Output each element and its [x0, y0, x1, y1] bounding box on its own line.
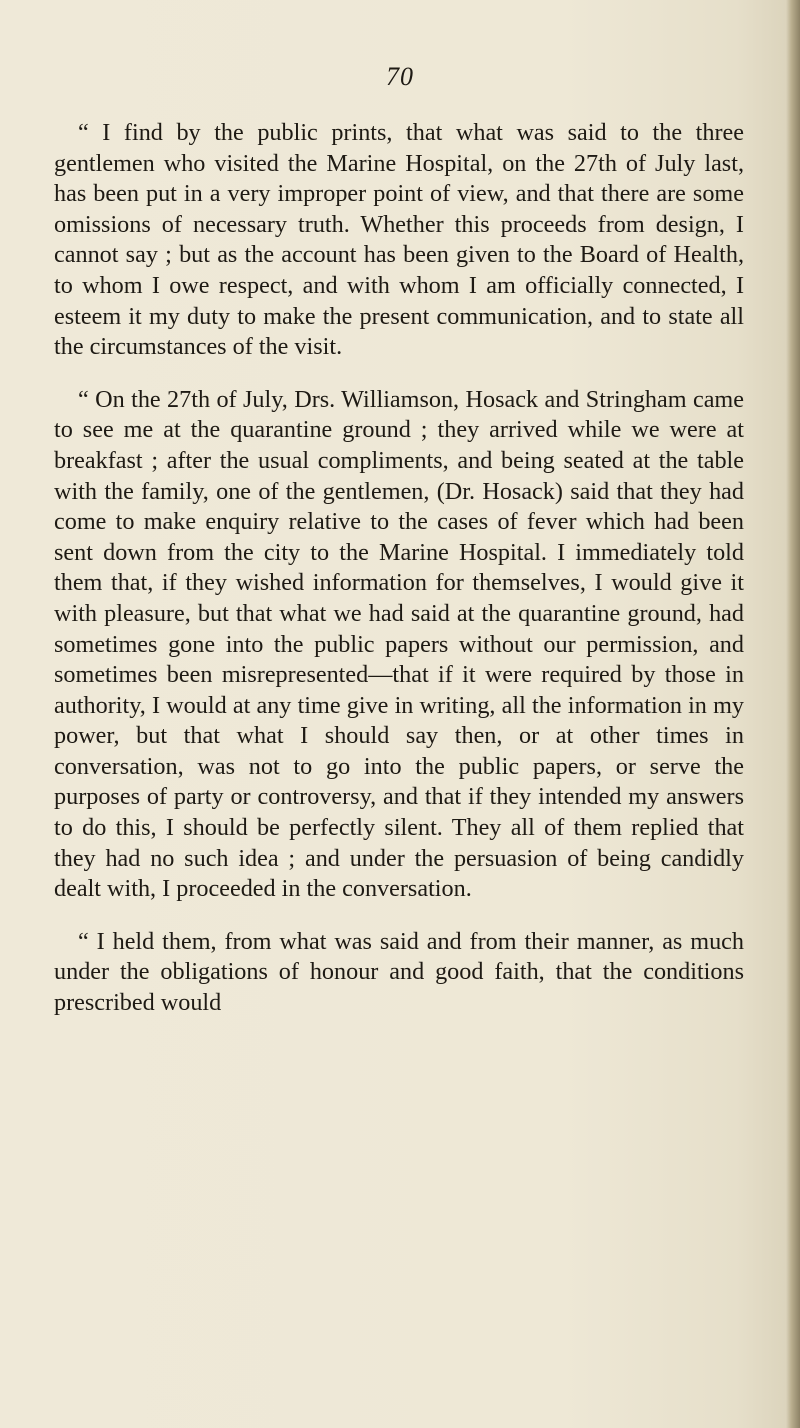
body-text — [54, 118, 744, 1019]
page-edge — [786, 0, 800, 1428]
page-number: 70 — [386, 62, 414, 91]
paragraph-3: “ I held them, from what was said and from their manner, as much under the obligations of honour and good faith, that the conditions prescribed would — [54, 927, 744, 1017]
paragraph-2: “ On the 27th of July, Drs. Williamson, Hosack and Stringham came to see me at the quarantine ground ; they arrived while we were at breakfast ; after the usual compliments, and being seated at the table with the family, one of the gentlemen, (Dr. Hosack) said that they had come to make enquiry relative to the cases of fever which had been sent down from the city to the Marine Hospital. I immediately told them that, if they wished information for themselves, I would give it with pleasure, but that what we had said at the quarantine ground, had sometimes gone into the public papers without our permission, and sometimes been misrepresented—that if it were required by those in authority, I would at any time give in writing, all the information in my power, but that what I should say then, or at other times in conversation, was not to go into the public papers, or serve the purposes of party or controversy, and that if they intended my answers to do this, I should be perfectly silent. They all of them replied that they had no such idea ; and under the persuasion of being candidly dealt with, I proceeded in the conversation. — [54, 385, 744, 903]
paragraph-1: “ I find by the public prints, that what was said to the three gentlemen who visited the Marine Hospital, on the 27th of July last, has been put in a very improper point of view, and that there are some omissions of necessary truth. Whether this proceeds from design, I cannot say ; but as the account has been given to the Board of Health, to whom I owe respect, and with whom I am officially connected, I esteem it my duty to make the present communication, and to state all the circumstances of the visit. — [54, 119, 744, 361]
